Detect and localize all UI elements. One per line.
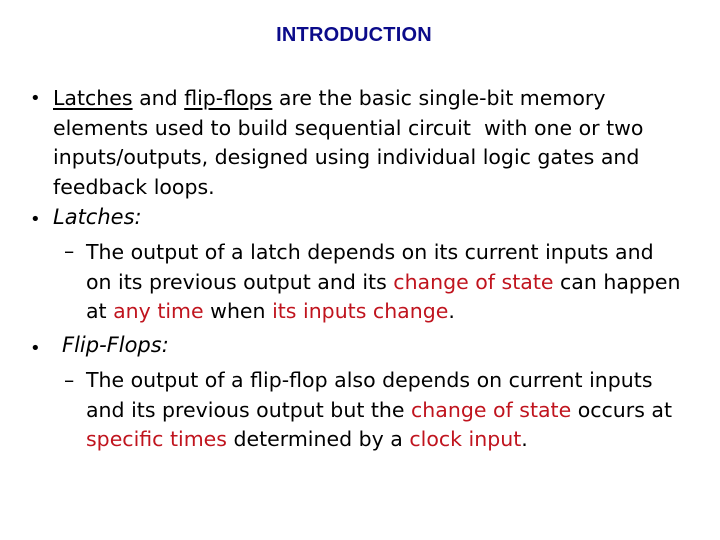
bullet-1-line-1: Latches and flip-flops are the basic single-bit memory bbox=[53, 86, 606, 110]
latches-heading: Latches: bbox=[53, 205, 142, 229]
bullet-1-line-3: inputs/outputs, designed using individual logic gates and bbox=[53, 145, 640, 169]
latches-link[interactable]: Latches bbox=[53, 86, 133, 110]
flipflops-description bbox=[86, 366, 672, 455]
latches-line-3: at any time when its inputs change. bbox=[86, 299, 455, 323]
bullet-1-line-2: elements used to build sequential circuit with one or two bbox=[53, 115, 644, 140]
page-title: INTRODUCTION bbox=[276, 24, 432, 46]
highlight-change-of-state-2: change of state bbox=[411, 397, 572, 422]
bullet-dot-2: • bbox=[30, 209, 41, 230]
bullet-dot-3: • bbox=[30, 338, 41, 359]
highlight-any-time: any time bbox=[113, 299, 204, 323]
highlight-inputs-change: its inputs change bbox=[272, 299, 449, 323]
flip-flops-link[interactable]: flip-flops bbox=[184, 86, 273, 110]
bullet-1-line-4: feedback loops. bbox=[53, 174, 215, 199]
highlight-specific-times: specific times bbox=[86, 427, 227, 451]
highlight-change-of-state: change of state bbox=[393, 269, 554, 294]
latches-description bbox=[86, 238, 681, 327]
flipflops-line-2: and its previous output but the change of state occurs at bbox=[86, 397, 673, 422]
dash-2: – bbox=[64, 368, 75, 392]
flipflops-heading: Flip-Flops: bbox=[62, 333, 169, 357]
latches-line-2: on its previous output and its change of state can happen bbox=[86, 269, 681, 294]
highlight-clock-input: clock input bbox=[409, 427, 522, 451]
bullet-1-text bbox=[53, 84, 643, 202]
flipflops-line-3: specific times determined by a clock input. bbox=[86, 427, 528, 451]
latches-line-1: The output of a latch depends on its current inputs and bbox=[86, 240, 654, 264]
flipflops-line-1: The output of a flip-flop also depends on current inputs bbox=[86, 368, 653, 392]
bullet-dot-1: • bbox=[30, 88, 41, 109]
dash-1: – bbox=[64, 239, 75, 263]
